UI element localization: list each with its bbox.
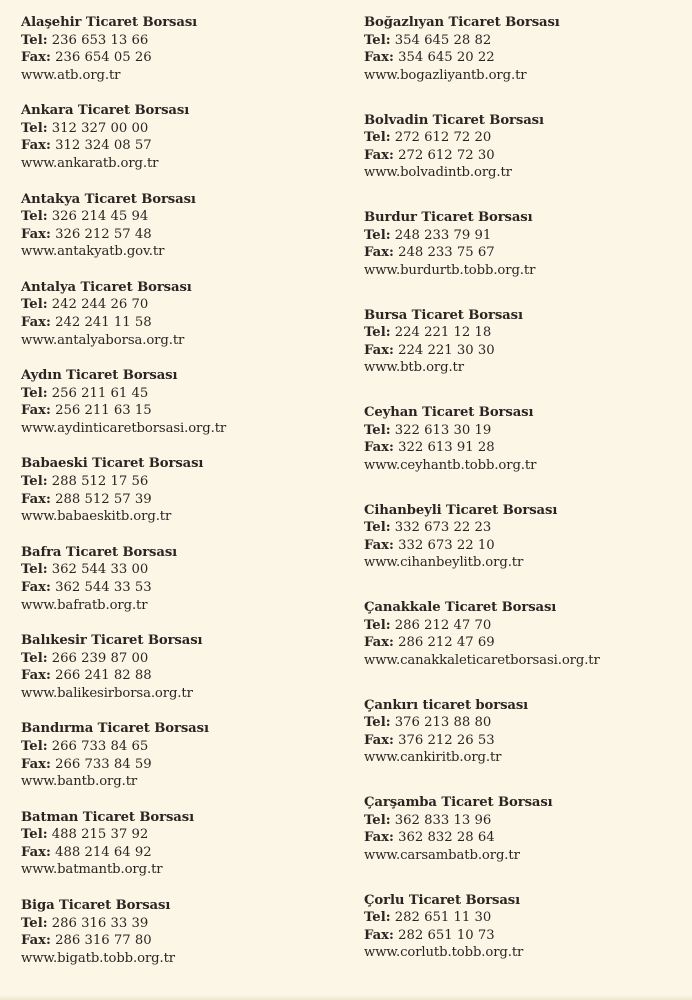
exchange-name: Boğazlıyan Ticaret Borsası [364, 15, 560, 30]
website-link[interactable]: www.bogazliyantb.org.tr [364, 67, 527, 83]
fax-row [364, 147, 684, 165]
tel-number: 282 651 11 30 [394, 910, 492, 926]
fax-label: Fax: [364, 440, 394, 456]
website-link[interactable]: www.antalyaborsa.org.tr [21, 332, 185, 348]
website-link[interactable]: www.balikesirborsa.org.tr [21, 685, 193, 701]
tel-label: Tel: [21, 738, 48, 754]
fax-number: 354 645 20 22 [398, 50, 495, 66]
exchange-name: Çankırı ticaret borsası [364, 697, 529, 713]
tel-label: Tel: [21, 385, 48, 401]
fax-number: 224 221 30 30 [398, 342, 495, 358]
exchange-name: Babaeski Ticaret Borsası [21, 456, 204, 472]
exchange-name: Batman Ticaret Borsası [21, 809, 194, 825]
tel-label: Tel: [21, 474, 48, 490]
exchange-name: Bolvadin Ticaret Borsası [364, 112, 544, 128]
fax-number: 362 832 28 64 [398, 830, 495, 846]
tel-number: 326 214 45 94 [51, 209, 149, 225]
website-link[interactable]: www.burdurtb.tobb.org.tr [364, 262, 536, 278]
tel-label: Tel: [21, 827, 48, 843]
fax-label: Fax: [364, 147, 394, 163]
fax-row [364, 927, 684, 945]
tel-number: 286 316 33 39 [51, 915, 149, 931]
tel-label: Tel: [364, 812, 391, 828]
tel-number: 312 327 00 00 [51, 120, 149, 136]
fax-label: Fax: [21, 226, 51, 242]
tel-number: 242 244 26 70 [51, 297, 149, 313]
fax-label: Fax: [364, 635, 394, 651]
fax-row [21, 402, 341, 420]
tel-label: Tel: [21, 650, 48, 666]
exchange-entry [21, 367, 341, 455]
exchange-name: Ankara Ticaret Borsası [21, 103, 190, 119]
tel-row [21, 561, 341, 579]
exchange-entry [364, 14, 684, 112]
tel-number: 376 213 88 80 [394, 715, 492, 731]
tel-row [364, 909, 684, 927]
fax-row [21, 226, 341, 244]
tel-row [364, 422, 684, 440]
tel-label: Tel: [364, 617, 391, 633]
fax-number: 286 212 47 69 [398, 635, 495, 651]
tel-number: 354 645 28 82 [394, 32, 492, 48]
tel-row [21, 650, 341, 668]
tel-row [364, 617, 684, 635]
fax-number: 362 544 33 53 [55, 579, 152, 595]
tel-row [21, 296, 341, 314]
exchange-entry [21, 102, 341, 190]
tel-row [21, 385, 341, 403]
fax-label: Fax: [21, 579, 51, 595]
fax-label: Fax: [21, 403, 51, 419]
exchange-name: Antakya Ticaret Borsası [21, 191, 196, 207]
fax-row [21, 314, 341, 332]
exchange-name: Bandırma Ticaret Borsası [21, 721, 209, 737]
fax-row [21, 137, 341, 155]
fax-number: 266 733 84 59 [55, 756, 152, 772]
fax-row [364, 244, 684, 262]
fax-label: Fax: [364, 927, 394, 943]
fax-number: 288 512 57 39 [55, 491, 152, 507]
tel-number: 224 221 12 18 [394, 325, 492, 341]
tel-row [21, 473, 341, 491]
website-link[interactable]: www.ceyhantb.tobb.org.tr [364, 457, 537, 473]
tel-number: 286 212 47 70 [394, 617, 492, 633]
exchange-entry [364, 502, 684, 600]
fax-row [21, 756, 341, 774]
fax-number: 326 212 57 48 [55, 226, 152, 242]
tel-number: 266 733 84 65 [51, 738, 149, 754]
tel-label: Tel: [364, 715, 391, 731]
exchange-entry [364, 209, 684, 307]
fax-number: 376 212 26 53 [398, 732, 495, 748]
tel-label: Tel: [21, 562, 48, 578]
fax-row [21, 667, 341, 685]
fax-label: Fax: [21, 50, 51, 66]
tel-row [21, 208, 341, 226]
fax-label: Fax: [21, 315, 51, 331]
website-link[interactable]: www.carsambatb.org.tr [364, 847, 520, 863]
fax-label: Fax: [364, 342, 394, 358]
fax-label: Fax: [21, 844, 51, 860]
exchange-entry [21, 14, 341, 102]
exchange-entry [364, 599, 684, 697]
fax-row [364, 732, 684, 750]
fax-row [364, 537, 684, 555]
fax-row [364, 439, 684, 457]
fax-number: 236 654 05 26 [55, 50, 152, 66]
tel-row [21, 915, 341, 933]
fax-label: Fax: [364, 537, 394, 553]
exchange-name: Çarşamba Ticaret Borsası [364, 795, 553, 810]
fax-number: 488 214 64 92 [55, 844, 152, 860]
fax-row [21, 932, 341, 950]
fax-number: 282 651 10 73 [398, 927, 495, 943]
exchange-entry [21, 809, 341, 897]
exchange-entry [21, 897, 341, 985]
exchange-name: Aydın Ticaret Borsası [21, 368, 178, 384]
website-link[interactable]: www.btb.org.tr [364, 360, 464, 376]
tel-number: 272 612 72 20 [394, 130, 492, 146]
tel-row [364, 32, 684, 50]
exchange-entry [364, 112, 684, 210]
exchange-name: Antalya Ticaret Borsası [21, 279, 192, 295]
tel-label: Tel: [364, 32, 391, 48]
fax-row [21, 844, 341, 862]
website-link[interactable]: www.canakkaleticaretborsasi.org.tr [364, 652, 600, 668]
tel-row [364, 227, 684, 245]
tel-number: 362 544 33 00 [51, 562, 149, 578]
tel-row [21, 32, 341, 50]
tel-row [21, 826, 341, 844]
exchange-entry [21, 279, 341, 367]
tel-number: 322 613 30 19 [394, 422, 492, 438]
website-link[interactable]: www.ankaratb.org.tr [21, 156, 159, 172]
fax-number: 266 241 82 88 [55, 668, 152, 684]
tel-row [364, 324, 684, 342]
tel-row [364, 519, 684, 537]
exchange-name: Burdur Ticaret Borsası [364, 210, 533, 225]
tel-label: Tel: [21, 297, 48, 313]
exchange-name: Biga Ticaret Borsası [21, 897, 171, 913]
exchange-entry [21, 720, 341, 808]
tel-row [364, 714, 684, 732]
exchange-entry [364, 307, 684, 405]
tel-number: 332 673 22 23 [394, 520, 492, 536]
fax-label: Fax: [21, 138, 51, 154]
exchange-name: Balıkesir Ticaret Borsası [21, 633, 203, 649]
website-link[interactable]: www.bolvadintb.org.tr [364, 165, 512, 181]
exchange-name: Alaşehir Ticaret Borsası [21, 15, 198, 30]
tel-number: 362 833 13 96 [394, 812, 492, 828]
exchange-name: Çorlu Ticaret Borsası [364, 892, 521, 908]
fax-label: Fax: [364, 830, 394, 846]
exchange-entry [364, 697, 684, 795]
exchange-entry [21, 191, 341, 279]
exchange-name: Bafra Ticaret Borsası [21, 544, 178, 560]
fax-label: Fax: [21, 756, 51, 772]
fax-label: Fax: [364, 245, 394, 261]
tel-label: Tel: [364, 520, 391, 536]
website-link[interactable]: www.bantb.org.tr [21, 774, 138, 790]
tel-number: 288 512 17 56 [51, 474, 149, 490]
website-link[interactable]: www.babaeskitb.org.tr [21, 509, 172, 525]
exchange-entry [364, 892, 684, 990]
tel-row [364, 812, 684, 830]
website-link[interactable]: www.bafratb.org.tr [21, 597, 148, 613]
fax-row [364, 342, 684, 360]
website-link[interactable]: www.bigatb.tobb.org.tr [21, 950, 175, 966]
fax-number: 332 673 22 10 [398, 537, 495, 553]
website-link[interactable]: www.antakyatb.gov.tr [21, 244, 165, 260]
fax-label: Fax: [364, 50, 394, 66]
fax-number: 312 324 08 57 [55, 138, 152, 154]
fax-label: Fax: [21, 668, 51, 684]
exchange-entry [21, 455, 341, 543]
exchange-name: Bursa Ticaret Borsası [364, 307, 523, 323]
exchange-entry [364, 404, 684, 502]
fax-number: 322 613 91 28 [398, 440, 495, 456]
exchange-entry [21, 544, 341, 632]
fax-row [364, 634, 684, 652]
tel-label: Tel: [364, 227, 391, 243]
tel-label: Tel: [21, 209, 48, 225]
website-link[interactable]: www.corlutb.tobb.org.tr [364, 945, 524, 961]
tel-label: Tel: [21, 120, 48, 136]
tel-number: 488 215 37 92 [51, 827, 149, 843]
website-link[interactable]: www.cankiritb.org.tr [364, 750, 502, 766]
fax-row [364, 829, 684, 847]
tel-label: Tel: [21, 915, 48, 931]
tel-label: Tel: [21, 32, 48, 48]
fax-row [21, 579, 341, 597]
fax-number: 272 612 72 30 [398, 147, 495, 163]
website-link[interactable]: www.cihanbeylitb.org.tr [364, 555, 524, 571]
fax-number: 248 233 75 67 [398, 245, 495, 261]
exchange-name: Cihanbeyli Ticaret Borsası [364, 502, 558, 518]
fax-number: 256 211 63 15 [55, 403, 152, 419]
exchange-entry [21, 632, 341, 720]
fax-label: Fax: [364, 732, 394, 748]
fax-label: Fax: [21, 491, 51, 507]
tel-number: 248 233 79 91 [394, 227, 492, 243]
website-link[interactable]: www.batmantb.org.tr [21, 862, 163, 878]
fax-row [364, 49, 684, 67]
fax-number: 286 316 77 80 [55, 933, 152, 949]
exchange-name: Çanakkale Ticaret Borsası [364, 600, 557, 615]
exchange-name: Ceyhan Ticaret Borsası [364, 405, 534, 420]
fax-label: Fax: [21, 933, 51, 949]
tel-label: Tel: [364, 422, 391, 438]
website-link[interactable]: www.aydinticaretborsasi.org.tr [21, 420, 227, 436]
right-column [364, 14, 684, 989]
website-link[interactable]: www.atb.org.tr [21, 67, 121, 83]
tel-label: Tel: [364, 910, 391, 926]
tel-label: Tel: [364, 130, 391, 146]
tel-row [21, 738, 341, 756]
page-bottom-edge [0, 995, 692, 1000]
fax-row [21, 491, 341, 509]
tel-number: 256 211 61 45 [51, 385, 149, 401]
fax-number: 242 241 11 58 [55, 315, 152, 331]
tel-label: Tel: [364, 325, 391, 341]
tel-number: 266 239 87 00 [51, 650, 149, 666]
left-column [21, 14, 341, 985]
fax-row [21, 49, 341, 67]
tel-number: 236 653 13 66 [51, 32, 149, 48]
tel-row [364, 129, 684, 147]
tel-row [21, 120, 341, 138]
exchange-entry [364, 794, 684, 892]
